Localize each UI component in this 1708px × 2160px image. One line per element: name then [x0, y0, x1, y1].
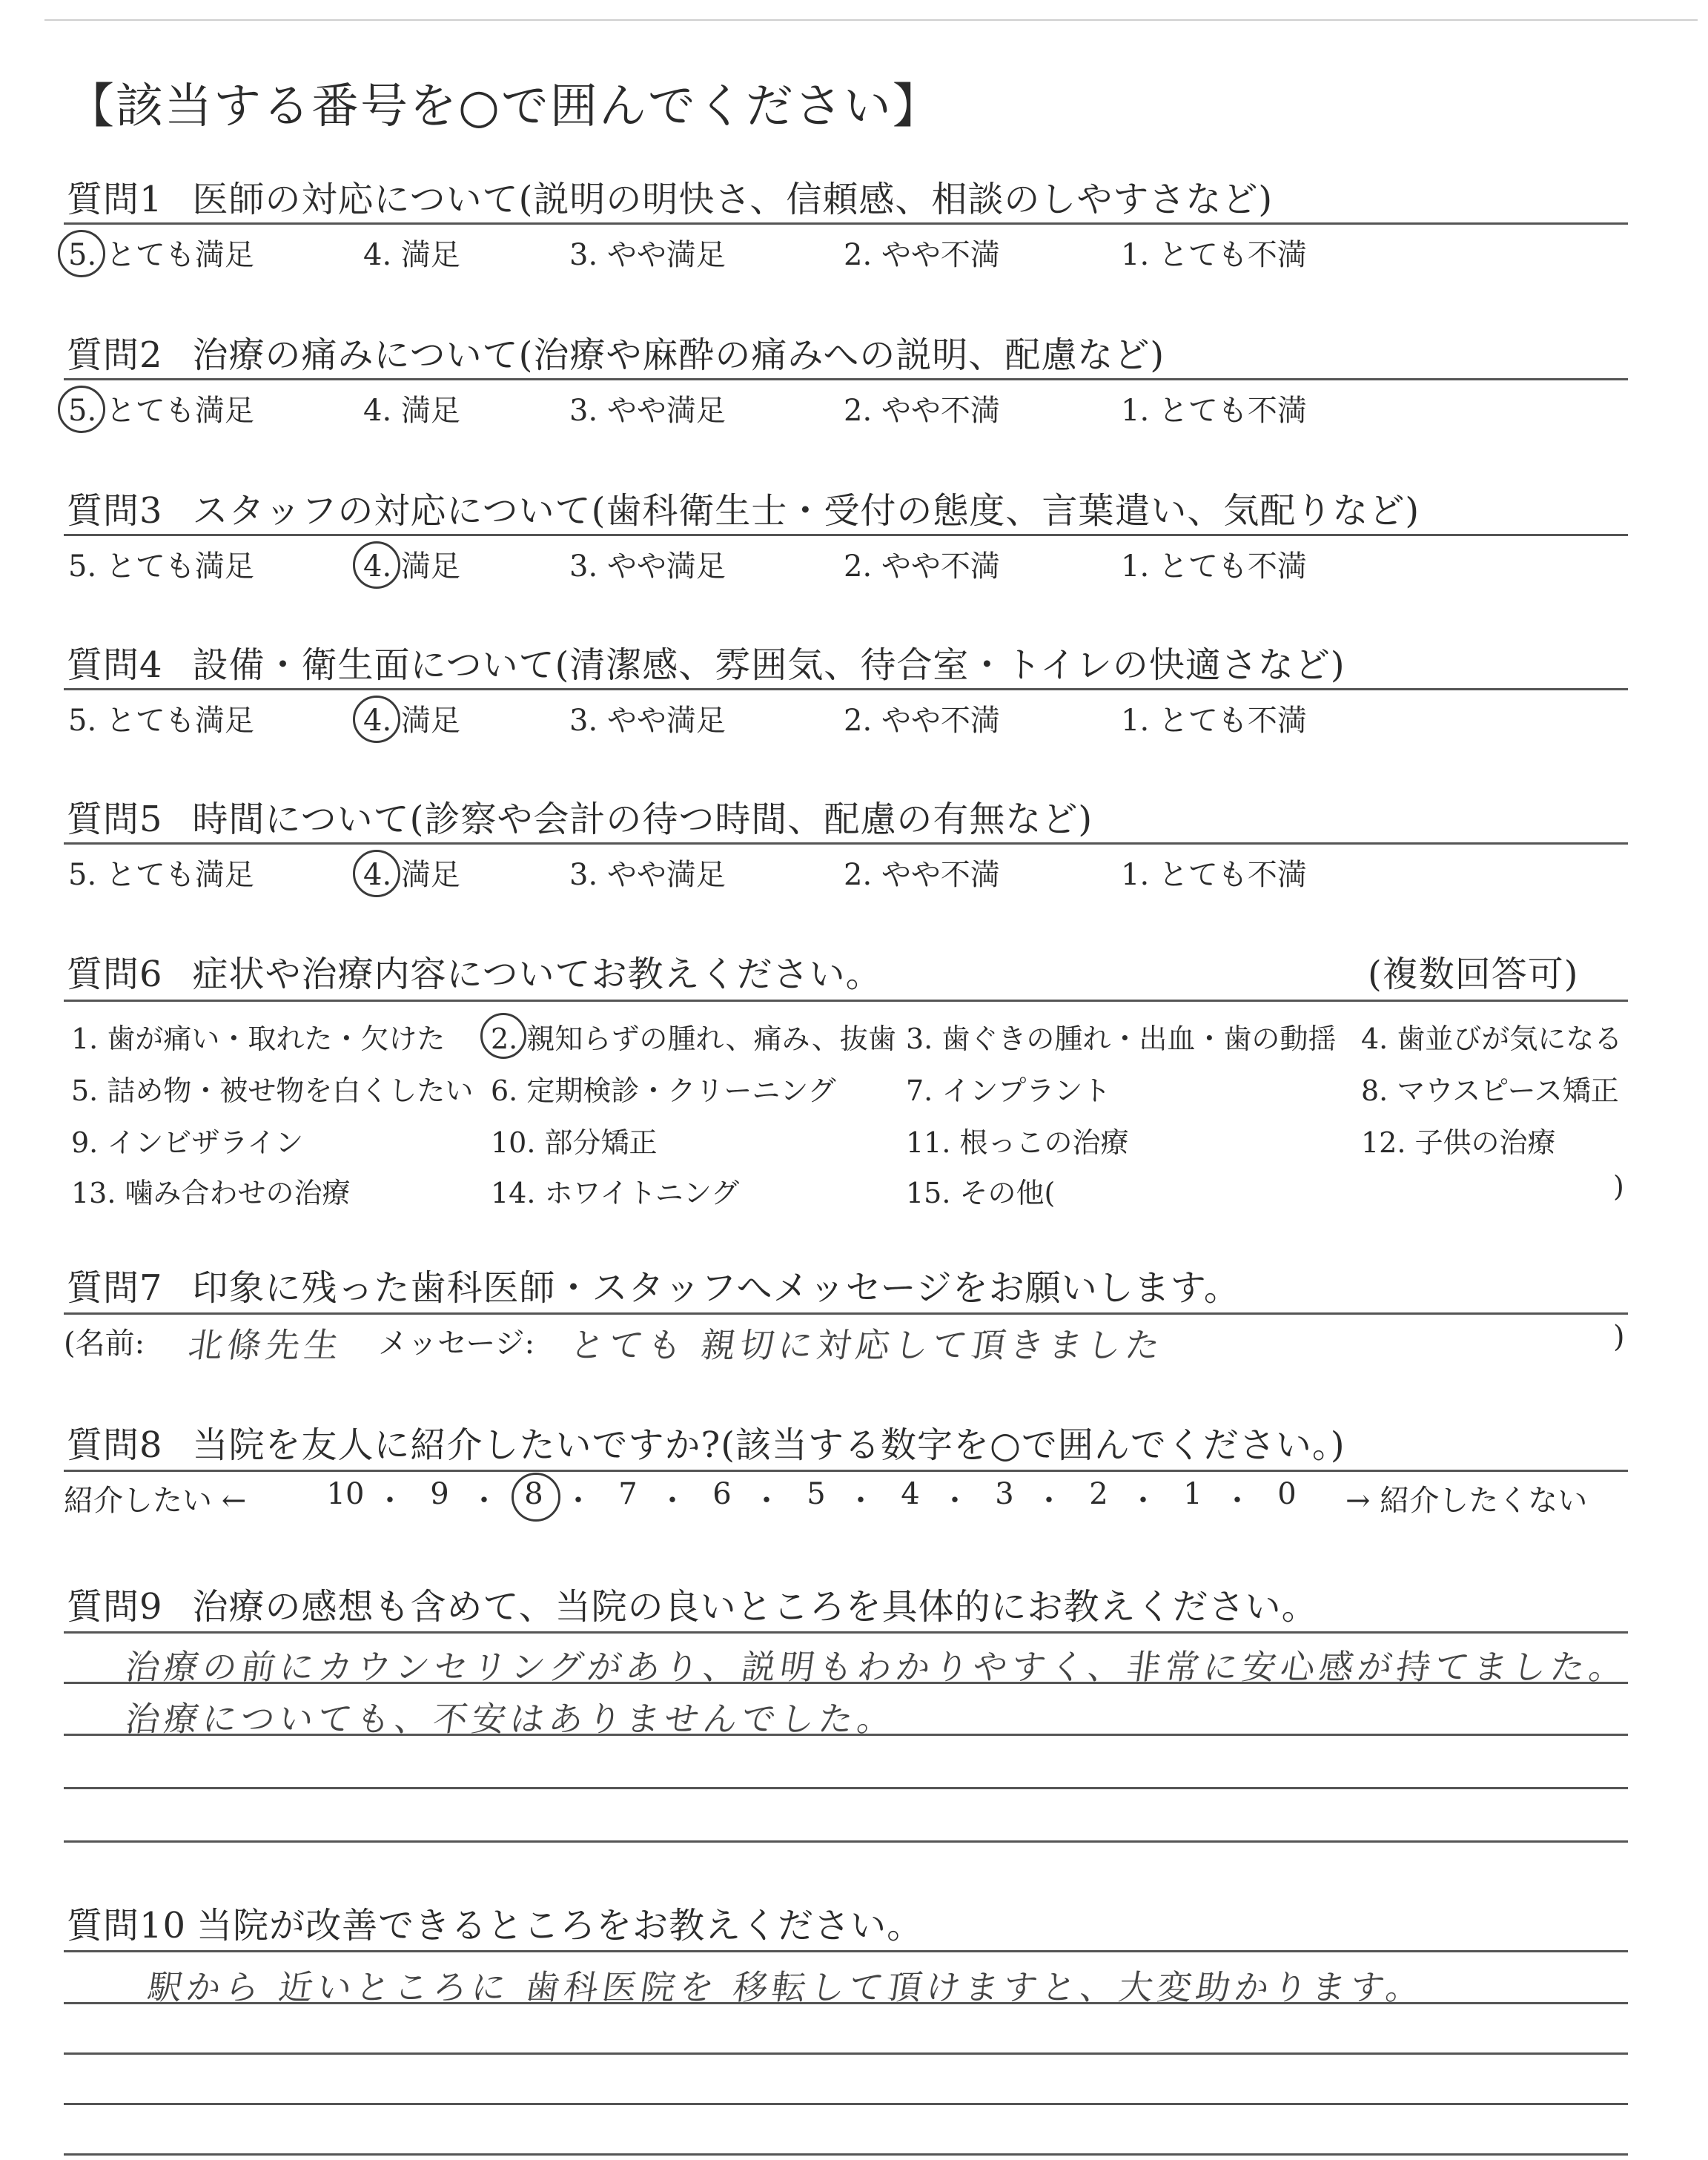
q6-text: 症状や治療内容についてお教えください。: [192, 954, 882, 995]
q3-option-5[interactable]: 5. とても満足: [68, 549, 254, 584]
q6-option-3[interactable]: 3. 歯ぐきの腫れ・出血・歯の動揺: [906, 1023, 1337, 1055]
q7-name-value: 北條先生: [185, 1325, 346, 1365]
q3-option-3[interactable]: 3. やや満足: [569, 549, 726, 584]
q6-heading: [67, 945, 882, 997]
q1-option-1[interactable]: 1. とても不満: [1121, 238, 1307, 272]
q6-option-14[interactable]: 14. ホワイトニング: [491, 1177, 740, 1209]
q3-option-1[interactable]: 1. とても不満: [1121, 549, 1307, 584]
q8-left-label: 紹介したい ←: [64, 1484, 247, 1518]
q5-option-1[interactable]: 1. とても不満: [1121, 858, 1307, 892]
q8-scale-7[interactable]: 7: [618, 1477, 638, 1511]
q9-text: 治療の感想も含めて、当院の良いところを具体的にお教えください。: [192, 1586, 1318, 1628]
selection-circle: [353, 850, 400, 897]
q1-rule: [64, 222, 1628, 225]
selection-circle: [353, 696, 400, 743]
q6-option-2[interactable]: 2. 親知らずの腫れ、痛み、抜歯: [491, 1023, 896, 1055]
q5-label: 質問5: [67, 799, 163, 840]
q10-text: 当院が改善できるところをお教えください。: [196, 1905, 924, 1946]
sheet-top-edge: [44, 19, 1698, 21]
q9-rule-5: [64, 1840, 1628, 1843]
q5-option-4[interactable]: 4. 満足: [363, 858, 460, 892]
q5-option-2[interactable]: 2. やや不満: [844, 858, 1000, 892]
q6-other-close-paren: ): [1613, 1170, 1624, 1203]
q1-option-3[interactable]: 3. やや満足: [569, 238, 726, 272]
q6-option-5[interactable]: 5. 詰め物・被せ物を白くしたい: [71, 1074, 474, 1107]
q9-rule-1: [64, 1631, 1628, 1634]
q10-rule-3: [64, 2052, 1628, 2055]
q1-label: 質問1: [67, 179, 163, 220]
q6-option-9[interactable]: 9. インビザライン: [71, 1126, 304, 1159]
q1-option-4[interactable]: 4. 満足: [363, 238, 460, 272]
q8-label: 質問8: [67, 1424, 163, 1466]
q3-text: スタッフの対応について(歯科衛生士・受付の態度、言葉遣い、気配りなど): [192, 490, 1420, 532]
q10-heading: [67, 1897, 923, 1948]
q3-heading: [67, 482, 1420, 533]
q8-text: 当院を友人に紹介したいですか?(該当する数字を○で囲んでください。): [192, 1424, 1345, 1466]
selection-circle: [480, 1013, 526, 1059]
q6-option-11[interactable]: 11. 根っこの治療: [906, 1126, 1129, 1159]
q8-separator: ・: [469, 1484, 499, 1518]
q4-option-4[interactable]: 4. 満足: [363, 704, 460, 738]
q1-option-2[interactable]: 2. やや不満: [844, 238, 1000, 272]
q2-option-3[interactable]: 3. やや満足: [569, 394, 726, 428]
q8-scale-0[interactable]: 0: [1277, 1477, 1297, 1511]
q6-option-7[interactable]: 7. インプラント: [906, 1074, 1111, 1107]
q6-option-12[interactable]: 12. 子供の治療: [1361, 1126, 1556, 1159]
q2-label: 質問2: [67, 334, 163, 376]
q1-option-5[interactable]: 5. とても満足: [68, 238, 254, 272]
q8-scale-5[interactable]: 5: [807, 1477, 826, 1511]
q4-heading: [67, 636, 1345, 687]
q10-rule-5: [64, 2153, 1628, 2156]
q8-scale-6[interactable]: 6: [712, 1477, 732, 1511]
q6-option-8[interactable]: 8. マウスピース矯正: [1361, 1074, 1619, 1107]
q8-separator: ・: [846, 1484, 875, 1518]
q8-separator: ・: [1128, 1484, 1158, 1518]
q6-option-4[interactable]: 4. 歯並びが気になる: [1361, 1023, 1623, 1055]
q2-option-1[interactable]: 1. とても不満: [1121, 394, 1307, 428]
q1-text: 医師の対応について(説明の明快さ、信頼感、相談のしやすさなど): [192, 179, 1274, 220]
q7-message-value: とても 親切に対応して頂きました: [567, 1325, 1167, 1365]
q2-text: 治療の痛みについて(治療や麻酔の痛みへの説明、配慮など): [192, 334, 1165, 376]
selection-circle: [512, 1473, 560, 1522]
q6-option-13[interactable]: 13. 噛み合わせの治療: [71, 1177, 351, 1209]
q4-text: 設備・衛生面について(清潔感、雰囲気、待合室・トイレの快適さなど): [192, 644, 1345, 686]
q8-scale-10[interactable]: 10: [326, 1477, 365, 1511]
q9-heading: [67, 1578, 1318, 1629]
q5-heading: [67, 790, 1093, 842]
q9-rule-4: [64, 1787, 1628, 1789]
q5-option-5[interactable]: 5. とても満足: [68, 858, 254, 892]
q2-heading: [67, 326, 1165, 377]
q8-separator: ・: [658, 1484, 687, 1518]
q7-name-label: (名前:: [64, 1327, 145, 1361]
selection-circle: [58, 386, 105, 433]
q7-heading: [67, 1259, 1240, 1310]
q6-label: 質問6: [67, 954, 163, 995]
q8-separator: ・: [752, 1484, 781, 1518]
q4-label: 質問4: [67, 644, 163, 686]
q10-rule-4: [64, 2103, 1628, 2105]
q6-option-6[interactable]: 6. 定期検診・クリーニング: [491, 1074, 836, 1107]
q6-option-15[interactable]: 15. その他(: [906, 1177, 1056, 1209]
q8-separator: ・: [375, 1484, 405, 1518]
selection-circle: [353, 541, 400, 589]
q3-rule: [64, 534, 1628, 536]
q9-answer-line-2: 治療についても、不安はありませんでした。: [122, 1699, 899, 1739]
q2-option-5[interactable]: 5. とても満足: [68, 394, 254, 428]
q7-rule: [64, 1312, 1628, 1315]
q7-close-paren: ): [1613, 1320, 1625, 1354]
q6-option-10[interactable]: 10. 部分矯正: [491, 1126, 658, 1159]
q8-scale-9[interactable]: 9: [430, 1477, 449, 1511]
q4-option-2[interactable]: 2. やや不満: [844, 704, 1000, 738]
q8-separator: ・: [1034, 1484, 1064, 1518]
q3-label: 質問3: [67, 490, 163, 532]
q8-scale-3[interactable]: 3: [995, 1477, 1014, 1511]
q10-label: 質問10: [67, 1905, 187, 1946]
q8-scale-2[interactable]: 2: [1089, 1477, 1108, 1511]
q5-text: 時間について(診察や会計の待つ時間、配慮の有無など): [192, 799, 1093, 840]
q6-option-1[interactable]: 1. 歯が痛い・取れた・欠けた: [71, 1023, 446, 1055]
q5-option-3[interactable]: 3. やや満足: [569, 858, 726, 892]
q4-rule: [64, 688, 1628, 690]
q4-option-3[interactable]: 3. やや満足: [569, 704, 726, 738]
q6-rule: [64, 1000, 1628, 1002]
q8-scale-8[interactable]: 8: [524, 1477, 543, 1511]
q9-answer-line-1: 治療の前にカウンセリングがあり、説明もわかりやすく、非常に安心感が持てました。: [122, 1647, 1631, 1687]
q8-scale-4[interactable]: 4: [901, 1477, 920, 1511]
q7-label: 質問7: [67, 1267, 163, 1309]
q8-separator: ・: [1222, 1484, 1252, 1518]
q1-heading: [67, 171, 1273, 222]
q8-heading: [67, 1416, 1345, 1467]
q7-text: 印象に残った歯科医師・スタッフへメッセージをお願いします。: [192, 1267, 1240, 1309]
selection-circle: [58, 230, 105, 277]
q6-note: (複数回答可): [1368, 954, 1579, 995]
q8-rule: [64, 1470, 1628, 1472]
q7-message-label: メッセージ:: [378, 1327, 535, 1361]
q3-option-4[interactable]: 4. 満足: [363, 549, 460, 584]
form-title: 【該当する番号を○で囲んでください】: [67, 79, 941, 134]
q10-answer-line-1: 駅から 近いところに 歯科医院を 移転して頂けますと、大変助かります。: [145, 1967, 1428, 2007]
q9-label: 質問9: [67, 1586, 163, 1628]
q8-separator: ・: [940, 1484, 970, 1518]
q3-option-2[interactable]: 2. やや不満: [844, 549, 1000, 584]
q10-rule-1: [64, 1950, 1628, 1952]
q8-separator: ・: [563, 1484, 593, 1518]
q8-scale-1[interactable]: 1: [1183, 1477, 1202, 1511]
q4-option-1[interactable]: 1. とても不満: [1121, 704, 1307, 738]
q5-rule: [64, 842, 1628, 845]
q2-rule: [64, 378, 1628, 380]
q8-right-label: → 紹介したくない: [1345, 1484, 1588, 1518]
q2-option-4[interactable]: 4. 満足: [363, 394, 460, 428]
q2-option-2[interactable]: 2. やや不満: [844, 394, 1000, 428]
q4-option-5[interactable]: 5. とても満足: [68, 704, 254, 738]
